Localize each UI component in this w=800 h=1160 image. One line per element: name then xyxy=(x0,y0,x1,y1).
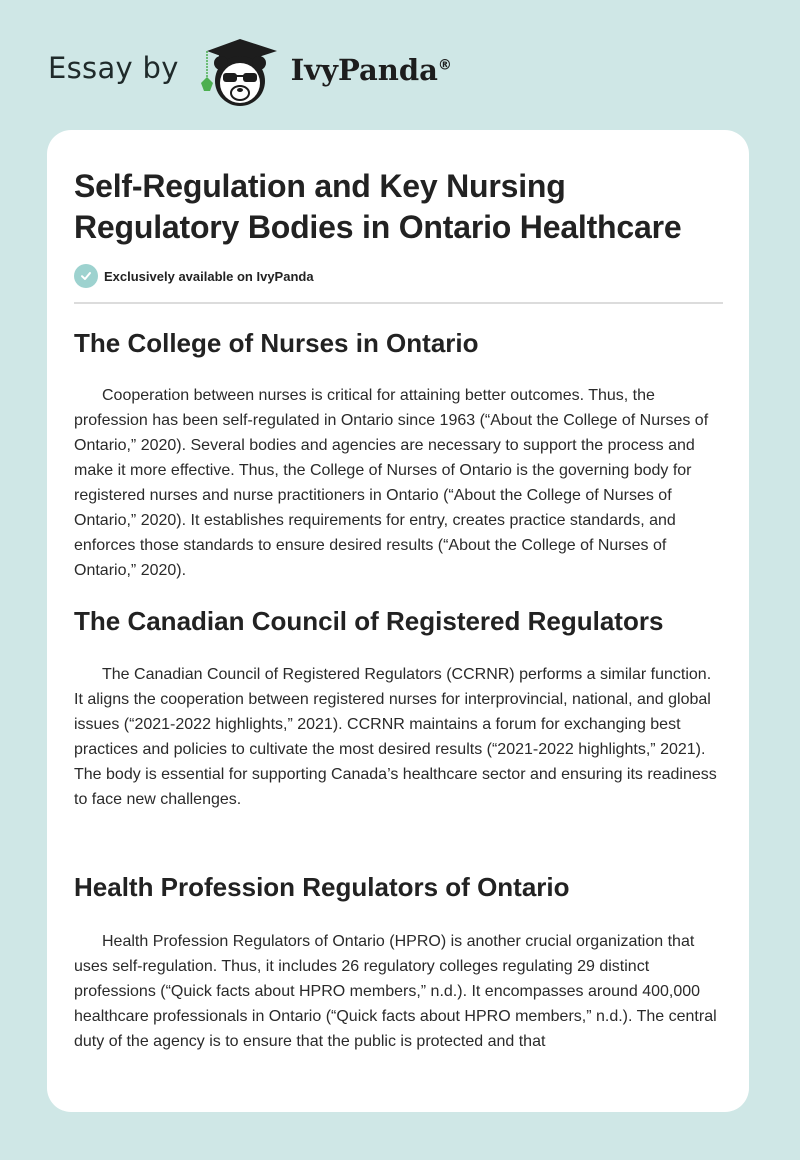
section-heading: Health Profession Regulators of Ontario xyxy=(74,872,570,902)
exclusive-badge xyxy=(74,264,314,288)
exclusive-text: Exclusively available on IvyPanda xyxy=(104,268,314,284)
essay-card xyxy=(47,130,749,1112)
section-paragraph: The Canadian Council of Registered Regulators (CCRNR) performs a similar function. It aligns the cooperation between registered nurses for interprovincial, national, and global issues (“2021-2022 highlights,” 2021). CCRNR maintains a forum for exchanging best practices and policies to cultivate the most desired results (“2021-2022 highlights,” 2021). The body is essential for supporting Canada’s healthcare sector and ensuring its readiness to face new challenges. xyxy=(74,666,717,808)
divider xyxy=(74,302,723,304)
section-heading: The Canadian Council of Registered Regulators xyxy=(74,606,664,636)
ivypanda-logo-icon xyxy=(197,35,283,107)
section-college-of-nurses xyxy=(74,323,724,583)
section-paragraph: Health Profession Regulators of Ontario (HPRO) is another crucial organization that uses self-regulation. Thus, it includes 26 regulatory colleges regulating 29 distinct professions (“Quick facts about HPRO members,” n.d.). It encompasses around 400,000 healthcare professionals in Ontario (“Quick facts about HPRO members,” n.d.). The central duty of the agency is to ensure that the public is protected and that xyxy=(74,933,717,1050)
section-hpro xyxy=(74,867,724,1054)
brand-header[interactable] xyxy=(48,36,452,106)
essay-by-label: Essay by xyxy=(48,51,179,85)
section-paragraph: Cooperation between nurses is critical for attaining better outcomes. Thus, the profession has been self-regulated in Ontario since 1963 (“About the College of Nurses of Ontario,” 2020). Several bodies and agencies are necessary to support the process and make it more effective. Thus, the College of Nurses of Ontario is the governing body for registered nurses and nurse practitioners in Ontario (“About the College of Nurses of Ontario,” 2020). It establishes requirements for entry, creates practice standards, and enforces those standards to ensure desired results (“About the College of Nurses of Ontario,” 2020). xyxy=(74,387,709,579)
section-heading: The College of Nurses in Ontario xyxy=(74,328,479,358)
brand-name: IvyPanda® xyxy=(290,53,452,87)
check-circle-icon xyxy=(74,264,98,288)
section-canadian-council xyxy=(74,601,724,812)
essay-title: Self-Regulation and Key Nursing Regulatory Bodies in Ontario Healthcare xyxy=(74,168,682,245)
